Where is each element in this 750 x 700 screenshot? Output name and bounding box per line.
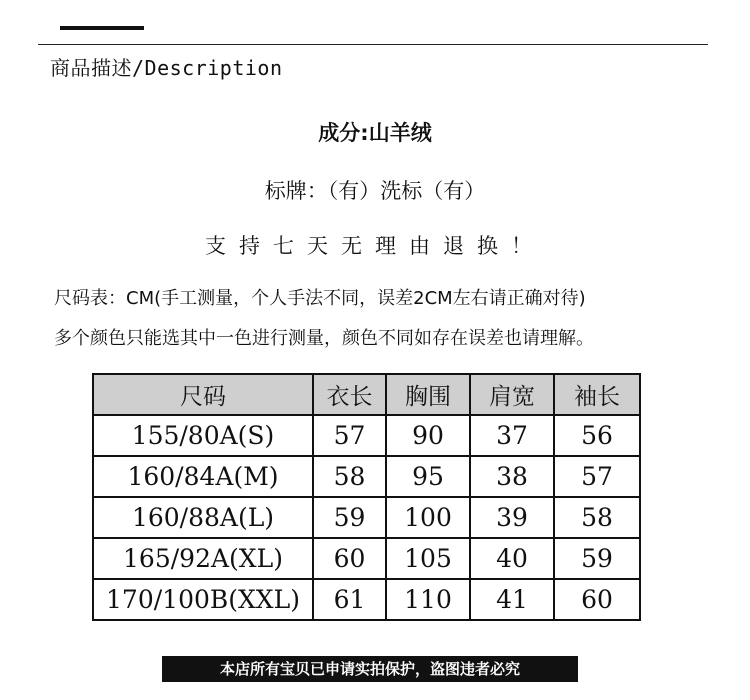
cell-length: 60 [313,538,386,579]
cell-shoulder: 40 [470,538,554,579]
table-row [93,538,640,579]
size-table [92,373,641,621]
cell-sleeve: 57 [554,456,640,497]
cell-chest: 100 [386,497,470,538]
header-divider [38,44,708,45]
cell-sleeve: 58 [554,497,640,538]
cell-sleeve: 59 [554,538,640,579]
cell-shoulder: 38 [470,456,554,497]
cell-shoulder: 39 [470,497,554,538]
cell-size: 155/80A(S) [93,415,313,456]
cell-chest: 95 [386,456,470,497]
cell-length: 59 [313,497,386,538]
composition-text: 成分:山羊绒 [318,121,432,145]
table-row [93,497,640,538]
cell-length: 58 [313,456,386,497]
section-title: 商品描述/Description [50,56,283,80]
cell-shoulder: 41 [470,579,554,620]
labels-text: 标牌：（有）洗标（有） [264,179,486,203]
cell-size: 160/88A(L) [93,497,313,538]
header-size: 尺码 [93,374,313,415]
cell-chest: 110 [386,579,470,620]
table-row [93,415,640,456]
header-length: 衣长 [313,374,386,415]
header-shoulder: 肩宽 [470,374,554,415]
copyright-notice: 本店所有宝贝已申请实拍保护，盗图违者必究 [162,656,578,682]
header-accent-bar [60,26,144,30]
return-policy-text: 支持七天无理由退换！ [205,234,545,258]
cell-size: 160/84A(M) [93,456,313,497]
cell-length: 57 [313,415,386,456]
cell-shoulder: 37 [470,415,554,456]
color-note: 多个颜色只能选其中一色进行测量，颜色不同如存在误差也请理解。 [54,328,594,349]
table-row [93,579,640,620]
cell-size: 165/92A(XL) [93,538,313,579]
cell-sleeve: 56 [554,415,640,456]
table-header-row [93,374,640,415]
cell-chest: 105 [386,538,470,579]
cell-sleeve: 60 [554,579,640,620]
size-table-note: 尺码表：CM(手工测量，个人手法不同，误差2CM左右请正确对待) [54,288,586,309]
cell-length: 61 [313,579,386,620]
table-row [93,456,640,497]
header-sleeve: 袖长 [554,374,640,415]
header-chest: 胸围 [386,374,470,415]
cell-size: 170/100B(XXL) [93,579,313,620]
cell-chest: 90 [386,415,470,456]
